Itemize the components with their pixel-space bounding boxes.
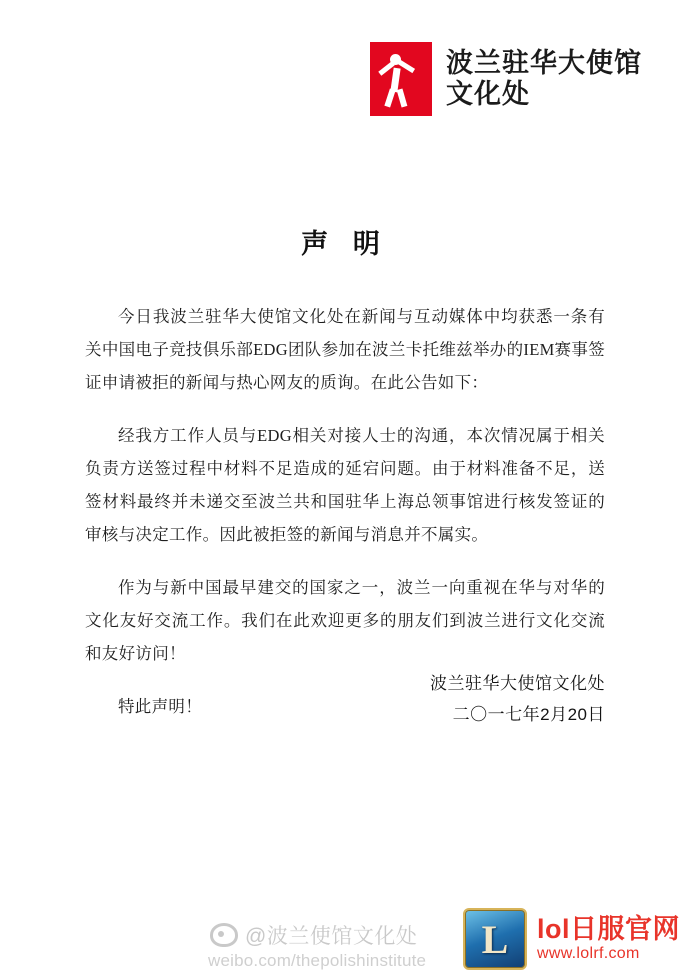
- document-header: [370, 42, 642, 116]
- site-url: www.lolrf.com: [537, 945, 640, 963]
- site-logo-glyph: L: [481, 916, 509, 962]
- site-logo-icon: [463, 908, 527, 970]
- site-name: lol日服官网: [537, 914, 680, 945]
- site-text: [537, 914, 680, 963]
- organization-name: [446, 48, 642, 111]
- site-watermark: [463, 908, 680, 970]
- paragraph: 作为与新中国最早建交的国家之一，波兰一向重视在华与对华的文化友好交流工作。我们在此欢迎更多的朋友们到波兰进行文化交流和友好访问！: [85, 578, 605, 663]
- organization-name-line1: 波兰驻华大使馆: [446, 47, 642, 78]
- signature-organization: 波兰驻华大使馆文化处: [430, 674, 605, 693]
- statement-body: [85, 300, 605, 723]
- signature-date: 二〇一七年2月20日: [452, 705, 605, 725]
- polish-institute-logo-icon: [370, 42, 432, 116]
- weibo-url-watermark: weibo.com/thepolishinstitute: [208, 951, 427, 970]
- signature-block: [85, 668, 605, 731]
- weibo-eye-icon: [210, 923, 238, 947]
- weibo-watermark: [210, 920, 417, 950]
- weibo-handle: @波兰使馆文化处: [245, 925, 418, 948]
- paragraph: 今日我波兰驻华大使馆文化处在新闻与互动媒体中均获悉一条有关中国电子竞技俱乐部EDG团队参加在波兰卡托维兹举办的IEM赛事签证申请被拒的新闻与热心网友的质询。在此公告如下：: [85, 307, 605, 392]
- paragraph: 特此声明！: [118, 697, 202, 716]
- organization-name-line2: 文化处: [446, 79, 530, 109]
- page-title: 声 明: [301, 229, 389, 259]
- paragraph: 经我方工作人员与EDG相关对接人士的沟通，本次情况属于相关负责方送签过程中材料不足造成的延宕问题。由于材料准备不足，送签材料最终并未递交至波兰共和国驻华上海总领事馆进行核发签证的审核与决定工作。因此被拒签的新闻与消息并不属实。: [85, 426, 605, 544]
